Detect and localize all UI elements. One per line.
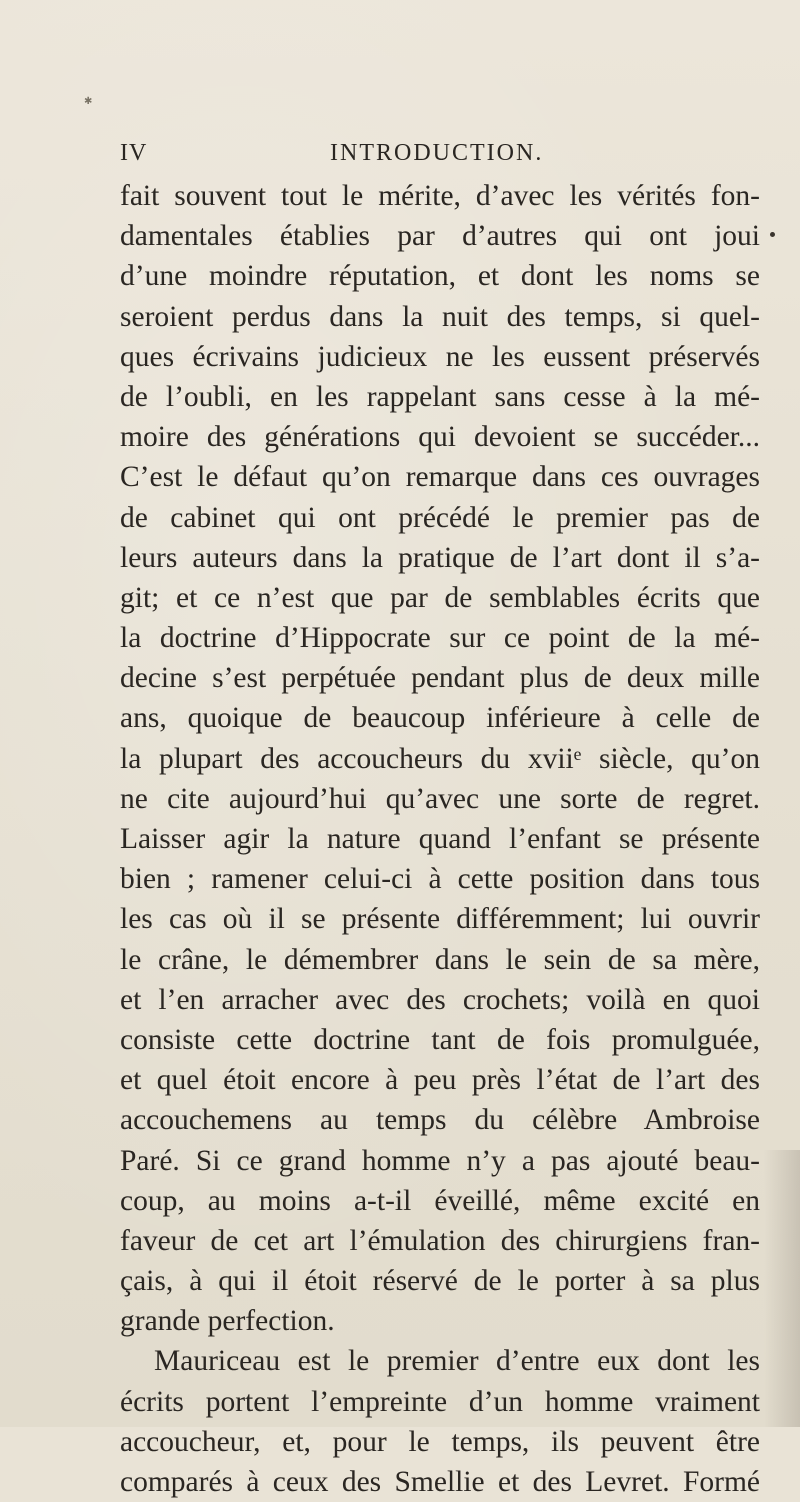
text-line: accouchemens au temps du célèbre Ambroise (120, 1104, 760, 1137)
text-line: Mauriceau est le premier d’entre eux dont les (154, 1345, 760, 1378)
text-line: ques écrivains judicieux ne les eussent préservés (120, 340, 760, 373)
text-line: les cas où il se présente différemment; lui ouvrir (120, 903, 760, 936)
text-line: de l’oubli, en les rappelant sans cesse à la mé- (120, 380, 760, 413)
text-line: grande perfection. (120, 1305, 335, 1338)
ink-speck: ✱ (84, 96, 93, 107)
text-line: bien ; ramener celui-ci à cette position dans tous (120, 863, 760, 896)
text-line: ne cite aujourd’hui qu’avec une sorte de regret. (120, 782, 760, 815)
ink-dot (770, 232, 775, 237)
text-line: de cabinet qui ont précédé le premier pas de (120, 501, 760, 534)
text-line: comparés à ceux des Smellie et des Levret. Formé (120, 1466, 760, 1498)
text-line: la plupart des accoucheurs du xviiᵉ siècle, qu’on (120, 742, 760, 775)
text-line: damentales établies par d’autres qui ont joui (120, 220, 760, 253)
page-number: IV (120, 140, 148, 166)
text-line: Paré. Si ce grand homme n’y a pas ajouté beau- (120, 1144, 760, 1177)
text-line: et quel étoit encore à peu près l’état de l’art des (120, 1064, 760, 1097)
text-line: accoucheur, et, pour le temps, ils peuvent être (120, 1425, 760, 1458)
text-line: faveur de cet art l’émulation des chirurgiens fran- (120, 1224, 760, 1257)
text-line: C’est le défaut qu’on remarque dans ces ouvrages (120, 461, 760, 494)
text-line: consiste cette doctrine tant de fois promulguée, (120, 1023, 760, 1056)
running-title: INTRODUCTION. (330, 140, 544, 166)
text-line: çais, à qui il étoit réservé de le porter à sa plus (120, 1265, 760, 1298)
text-line: moire des générations qui devoient se succéder... (120, 421, 760, 454)
text-line: leurs auteurs dans la pratique de l’art dont il s’a- (120, 541, 760, 574)
text-line: seroient perdus dans la nuit des temps, si quel- (120, 300, 760, 333)
text-line: git; et ce n’est que par de semblables écrits que (120, 581, 760, 614)
text-line: decine s’est perpétuée pendant plus de deux mille (120, 662, 760, 695)
text-line: écrits portent l’empreinte d’un homme vraiment (120, 1385, 760, 1418)
page-edge-shadow (764, 1150, 800, 1427)
page-header (120, 140, 760, 168)
text-line: et l’en arracher avec des crochets; voilà en quoi (120, 983, 760, 1016)
text-line: ans, quoique de beaucoup inférieure à celle de (120, 702, 760, 735)
text-line: coup, au moins a-t-il éveillé, même excité en (120, 1184, 760, 1217)
text-line: la doctrine d’Hippocrate sur ce point de la mé- (120, 622, 760, 655)
body-text (120, 176, 760, 1502)
text-line: d’une moindre réputation, et dont les noms se (120, 260, 760, 293)
text-line: fait souvent tout le mérite, d’avec les vérités fon- (120, 180, 760, 212)
text-line: le crâne, le démembrer dans le sein de sa mère, (120, 943, 760, 976)
text-line: Laisser agir la nature quand l’enfant se présente (120, 823, 760, 855)
